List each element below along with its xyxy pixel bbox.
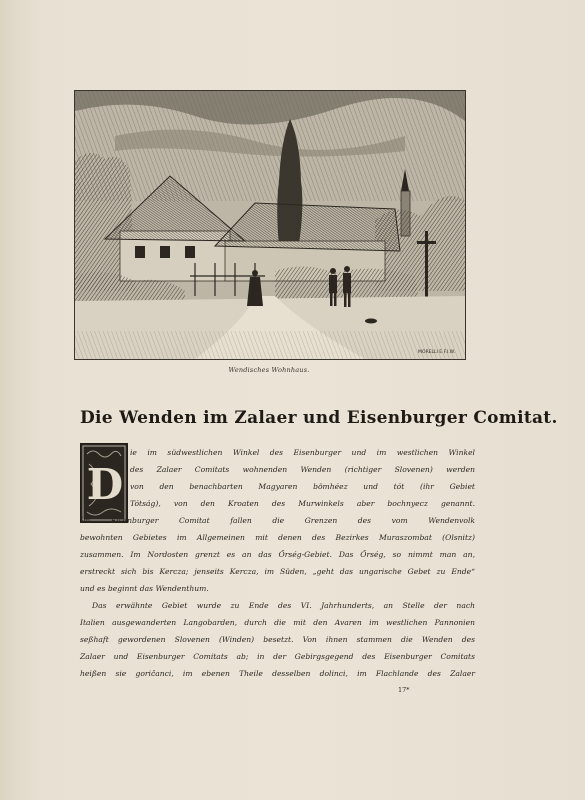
text-line: zusammen. Im Nordosten grenzt es an das Őrség-Gebiet. Das Őrség, so nimmt man an, xyxy=(80,550,475,559)
illustration-caption: Wendisches Wohnhaus. xyxy=(228,366,310,374)
decorated-initial xyxy=(80,443,128,523)
text-line: Tótság), von den Kroaten des Murwinkels aber bochnyecz genannt. xyxy=(130,499,475,508)
page-number: 17* xyxy=(398,686,410,694)
engraving-farmhouse xyxy=(74,90,466,360)
text-line: und es beginnt das Wendenthum. xyxy=(80,584,209,593)
engraving-drawing xyxy=(75,91,465,359)
text-line: bewohnten Gebietes im Allgemeinen mit denen des Bezirkes Muraszombat (Olsnitz) xyxy=(80,533,475,542)
text-line: des Zalaer Comitats wohnenden Wenden (richtiger Slovenen) werden xyxy=(130,465,475,474)
text-line: ie im südwestlichen Winkel des Eisenburger und im westlichen Winkel xyxy=(130,448,475,457)
text-line: Das erwähnte Gebiet wurde zu Ende des VI. Jahrhunderts, an Stelle der nach xyxy=(92,601,475,610)
chapter-heading: Die Wenden im Zalaer und Eisenburger Comitat. xyxy=(80,408,558,428)
text-line: heißen sie goričanci, im ebenen Theile desselben dolinci, im Flachlande des Zalaer xyxy=(80,669,475,678)
initial-ornament xyxy=(81,444,127,522)
initial-letter: D xyxy=(86,460,124,509)
text-line: Im Eisenburger Comitat fallen die Grenzen des vom Wendenvolk xyxy=(80,516,475,525)
text-line: von den benachbarten Magyaren bömhéez und tót (ihr Gebiet xyxy=(130,482,475,491)
engraver-signature: MORELLI E.F.I.W. xyxy=(418,350,455,355)
text-line: Zalaer und Eisenburger Comitats ab; in der Gebirgsgegend des Eisenburger Comitats xyxy=(80,652,475,661)
text-line: erstreckt sich bis Kercza; jenseits Kercza, im Süden, „geht das ungarische Gebet zu Ende“ xyxy=(80,567,475,576)
text-line: seßhaft gewordenen Slovenen (Winden) besetzt. Von ihnen stammen die Wenden des xyxy=(80,635,475,644)
text-line: Italien ausgewanderten Langobarden, durch die mit den Avaren im westlichen Pannonien xyxy=(80,618,475,627)
